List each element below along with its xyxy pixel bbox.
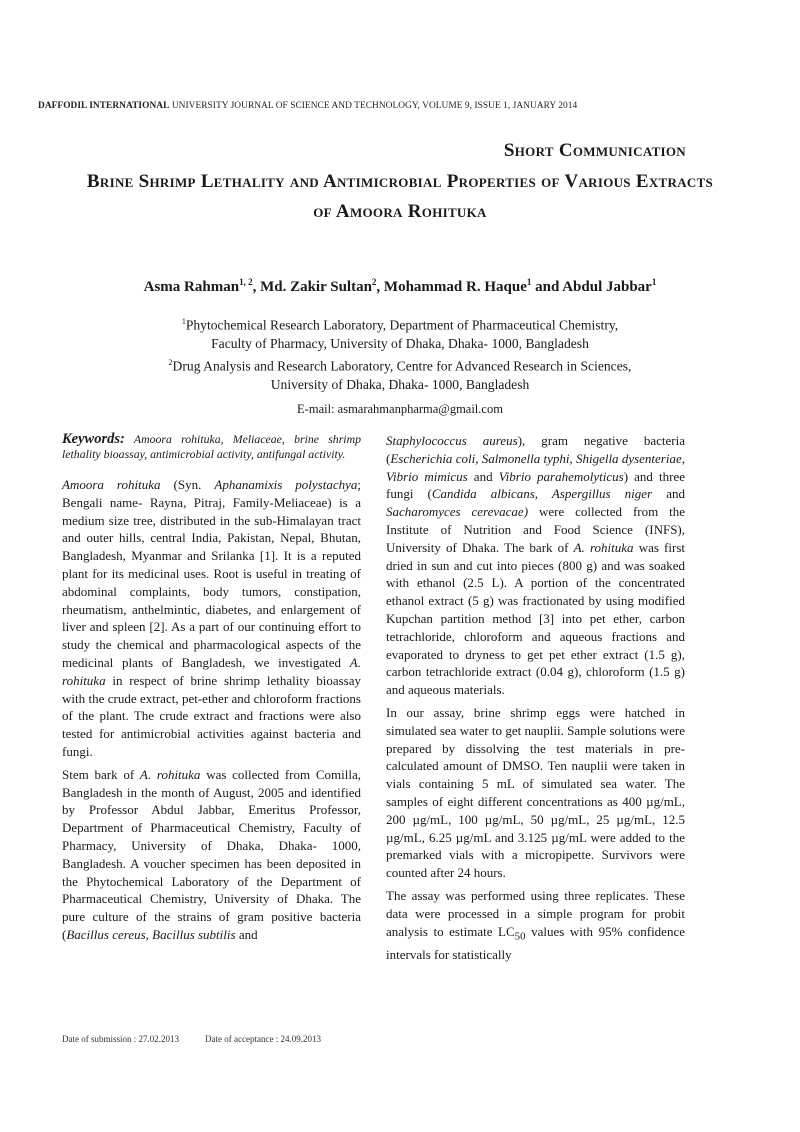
affiliation-text: Faculty of Pharmacy, University of Dhaka, Dhaka- 1000, Bangladesh — [211, 336, 589, 352]
keywords-label: Keywords: — [62, 431, 125, 447]
italic-text: Aphanamixis polystachya — [214, 477, 358, 492]
author-affiliation-marker: 1 — [651, 277, 657, 287]
left-column-body — [62, 476, 361, 944]
text-run: ) and three fungi ( — [386, 468, 685, 502]
footer-dates — [62, 1034, 321, 1044]
text-run: Stem bark of — [62, 766, 140, 782]
journal-brand: DAFFODIL INTERNATIONAL — [38, 101, 170, 111]
section-label: Short Communication — [503, 140, 686, 161]
body-paragraph — [386, 887, 685, 964]
affiliation-line — [0, 376, 800, 395]
text-run: In our assay, brine shrimp eggs were hatched in simulated sea water to get nauplii. Sample solutions were prepared by dissolving the test materials in pre-calculated amount of DMSO. Ten nauplii were taken in vials containing 5 mL of simulated sea water. The samples of eight different concentrations as 400 µg/mL, 200 µg/mL, 100 µg/mL, 50 µg/mL, 25 µg/mL, 12.5 µg/mL, 6.25 µg/mL and 3.125 µg/mL were added to the premarked vials with a micropipette. Survivors were counted after 24 hours. — [386, 704, 685, 881]
italic-text: Bacillus cereus, Bacillus subtilis — [66, 926, 236, 942]
text-run: were collected from the Institute of Nutrition and Food Science (INFS), University of Dhaka. The bark of — [386, 504, 685, 555]
right-column — [386, 432, 685, 969]
text-run: was first dried in sun and cut into pieces (800 g) and was soaked with ethanol (2.5 L). A portion of the concentrated ethanol extract (5 g) was fractionated by using modified Kupchan partition method [3] into pet ether, carbon tetrachloride, chloroform and aqueous fractions and evaporated to dryness to get pet ether extract (1.5 g), carbon tetrachloride extract (0.04 g), chloroform (1.5 g) and aqueous materials. — [386, 539, 685, 698]
body-paragraph — [386, 432, 685, 699]
affiliations — [0, 313, 800, 394]
body-paragraph — [62, 476, 361, 761]
author-name: Md. Zakir Sultan — [260, 279, 372, 295]
body-paragraph — [386, 704, 685, 882]
affiliation-text: Drug Analysis and Research Laboratory, Centre for Advanced Research in Sciences, — [172, 358, 632, 374]
author-separator: , — [252, 279, 261, 295]
submission-date: Date of submission : 27.02.2013 — [62, 1034, 179, 1044]
journal-citation: UNIVERSITY JOURNAL OF SCIENCE AND TECHNOLOGY, VOLUME 9, ISSUE 1, JANUARY 2014 — [169, 101, 578, 111]
affiliation-text: Phytochemical Research Laboratory, Department of Pharmaceutical Chemistry, — [185, 317, 619, 333]
subscript-text: 50 — [514, 930, 526, 943]
acceptance-date: Date of acceptance : 24.09.2013 — [205, 1034, 321, 1044]
body-paragraph — [62, 766, 361, 944]
affiliation-marker: 2 — [168, 357, 173, 367]
italic-text: Candida albicans, Aspergillus niger — [431, 486, 653, 502]
text-run: (Syn. — [160, 477, 215, 492]
text-run: values with 95% confidence intervals for statistically — [386, 923, 685, 962]
text-run: The assay was performed using three replicates. These data were processed in a simple program for probit analysis to estimate LC — [386, 887, 685, 939]
author-name: Abdul Jabbar — [562, 279, 652, 295]
running-head — [38, 101, 778, 111]
affiliation-text: University of Dhaka, Dhaka- 1000, Bangladesh — [270, 376, 530, 392]
paper-title: Brine Shrimp Lethality and Antimicrobial Properties of Various Extracts of Amoora Rohituka — [86, 171, 714, 222]
author-affiliation-marker: 2 — [371, 277, 377, 287]
affiliation-line — [0, 313, 800, 335]
italic-text: A. rohituka — [62, 654, 361, 688]
text-run: and — [467, 468, 499, 484]
author-affiliation-marker: 1, 2 — [239, 277, 253, 287]
italic-text: Sacharomyces cerevacae) — [386, 504, 529, 520]
text-run: and — [235, 926, 258, 942]
right-column-body — [386, 432, 685, 964]
text-run: ; Bengali name- Rayna, Pitraj, Family-Meliaceae) is a medium size tree, distributed in the sub-Himalayan tract and outer hills, central India, Pakistan, Nepal, Bhutan, Bangladesh, Myanmar and Srilanka [1]. It is a reputed plant for its medicinal uses. Root is useful in treating of abdominal complaints, body tumors, constipation, rheumatism, anthelmintic, diabetes, and enlargement of liver and spleen [2]. As a part of our continuing effort to study the chemical and pharmacological aspects of the medicinal plants of Bangladesh, we investigated — [62, 477, 362, 670]
italic-text: Amoora rohituka — [62, 477, 161, 492]
author-separator: , — [376, 279, 384, 295]
text-run: ), gram negative bacteria ( — [386, 433, 685, 466]
text-run: was collected from Comilla, Bangladesh in the month of August, 2005 and identified by Professor Abdul Jabbar, Emeritus Professor, Department of Pharmaceutical Chemistry, Faculty of Pharmacy, University of Dhaka, Dhaka- 1000, Bangladesh. A voucher specimen has been deposited in the Phytochemical Laboratory of the Department of Pharmaceutical Chemistry, University of Dhaka. The pure culture of the strains of gram positive bacteria ( — [62, 766, 361, 942]
keywords — [62, 432, 361, 462]
italic-text: Vibrio parahemolyticus — [498, 468, 624, 484]
italic-text: Escherichia coli, Salmonella typhi, Shigella dysenteriae, Vibrio mimicus — [386, 450, 685, 484]
author-affiliation-marker: 1 — [526, 277, 532, 287]
keywords-text: Amoora rohituka, Meliaceae, brine shrimp lethality bioassay, antimicrobial activity, antifungal activity. — [62, 432, 361, 461]
author-name: Asma Rahman — [143, 279, 240, 295]
affiliation-marker: 1 — [181, 317, 186, 326]
text-run: in respect of brine shrimp lethality bioassay with the crude extract, pet-ether and chloroform fractions of the plant. The crude extract and fractions were also tested for antimicrobial activities against bacteria and fungi. — [62, 672, 361, 759]
text-run: and — [652, 486, 685, 502]
left-column — [62, 432, 361, 949]
italic-text: A. rohituka — [573, 539, 634, 555]
author-list — [0, 277, 800, 296]
italic-text: A. rohituka — [139, 766, 201, 782]
contact-email: E-mail: asmarahmanpharma@gmail.com — [297, 402, 503, 416]
affiliation-line — [0, 354, 800, 376]
author-separator: and — [531, 279, 563, 295]
affiliation-line — [0, 335, 800, 354]
italic-text: Staphylococcus aureus — [386, 433, 518, 448]
author-name: Mohammad R. Haque — [383, 279, 527, 295]
